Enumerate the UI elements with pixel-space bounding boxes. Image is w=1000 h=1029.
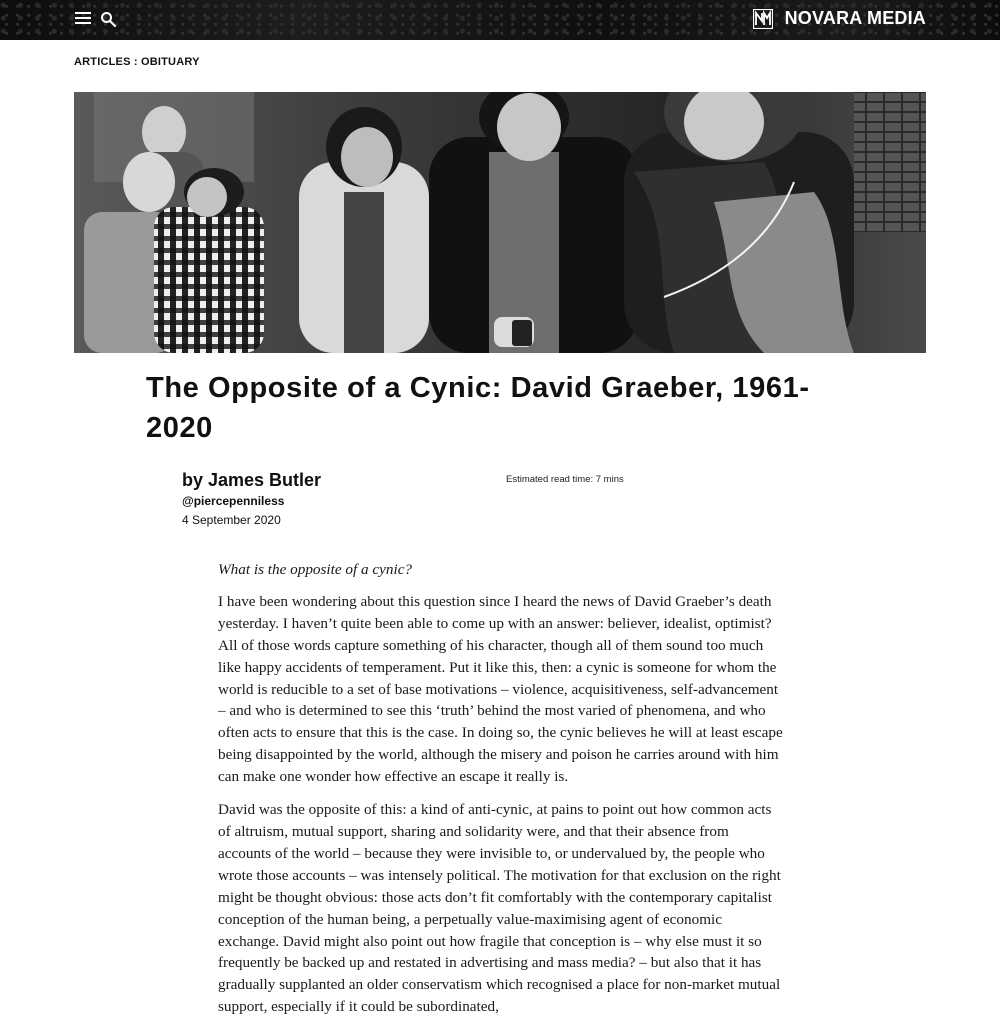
- article-paragraph: I have been wondering about this question since I heard the news of David Graeber’s death yesterday. I haven’t quite been able to come up with an answer: believer, idealist, optimist? All of those words capture something of his character, though all of them sound too much like happy accidents of temperament. Put it like this, then: a cynic is someone for whom the world is reducible to a set of base motivations – violence, acquisitiveness, self-advancement – and who is determined to see this ‘truth’ behind the most varied of phenomena, and who often acts to ensure that this is the case. In doing so, the cynic believes he will at least escape being disappointed by the world, although the misery and poison he carries around with him can make one wonder how effective an escape it really is.: [218, 592, 783, 786]
- menu-icon[interactable]: [75, 12, 91, 26]
- brand-name: NOVARA MEDIA: [784, 8, 926, 28]
- article-body: [218, 559, 784, 1029]
- author-name[interactable]: by James Butler: [182, 470, 322, 490]
- brand-logo[interactable]: [753, 8, 926, 29]
- novara-logo-icon: [753, 9, 773, 29]
- search-icon[interactable]: [100, 11, 116, 27]
- article-lead: What is the opposite of a cynic?: [218, 561, 413, 578]
- article-title: The Opposite of a Cynic: David Graeber, 1961-2020: [146, 372, 810, 444]
- publish-date: 4 September 2020: [182, 513, 281, 527]
- top-bar: [0, 0, 1000, 40]
- breadcrumb[interactable]: ARTICLES : OBITUARY: [74, 56, 200, 68]
- hero-photo: [74, 92, 926, 353]
- hero-image: [74, 92, 926, 353]
- author-handle-link[interactable]: @piercepenniless: [182, 494, 285, 508]
- read-time: Estimated read time: 7 mins: [506, 474, 624, 485]
- article-paragraph: David was the opposite of this: a kind of anti-cynic, at pains to point out how common acts of altruism, mutual support, sharing and solidarity were, and that their absence from accounts of the world – because they were invisible to, or undervalued by, the people who wrote those accounts – was intensely political. The motivation for that exclusion on the right might be thought obvious: those acts don’t fit comfortably with the contemporary capitalist conception of the human being, a perpetually value-maximising agent of economic exchange. David might also point out how fragile that conception is – why else must it so frequently be backed up and restated in advertising and mass media? – but also that it has gradually supplanted an older conservatism which recognised a place for non-market mutual support, especially if it could be subordinated,: [218, 801, 781, 1016]
